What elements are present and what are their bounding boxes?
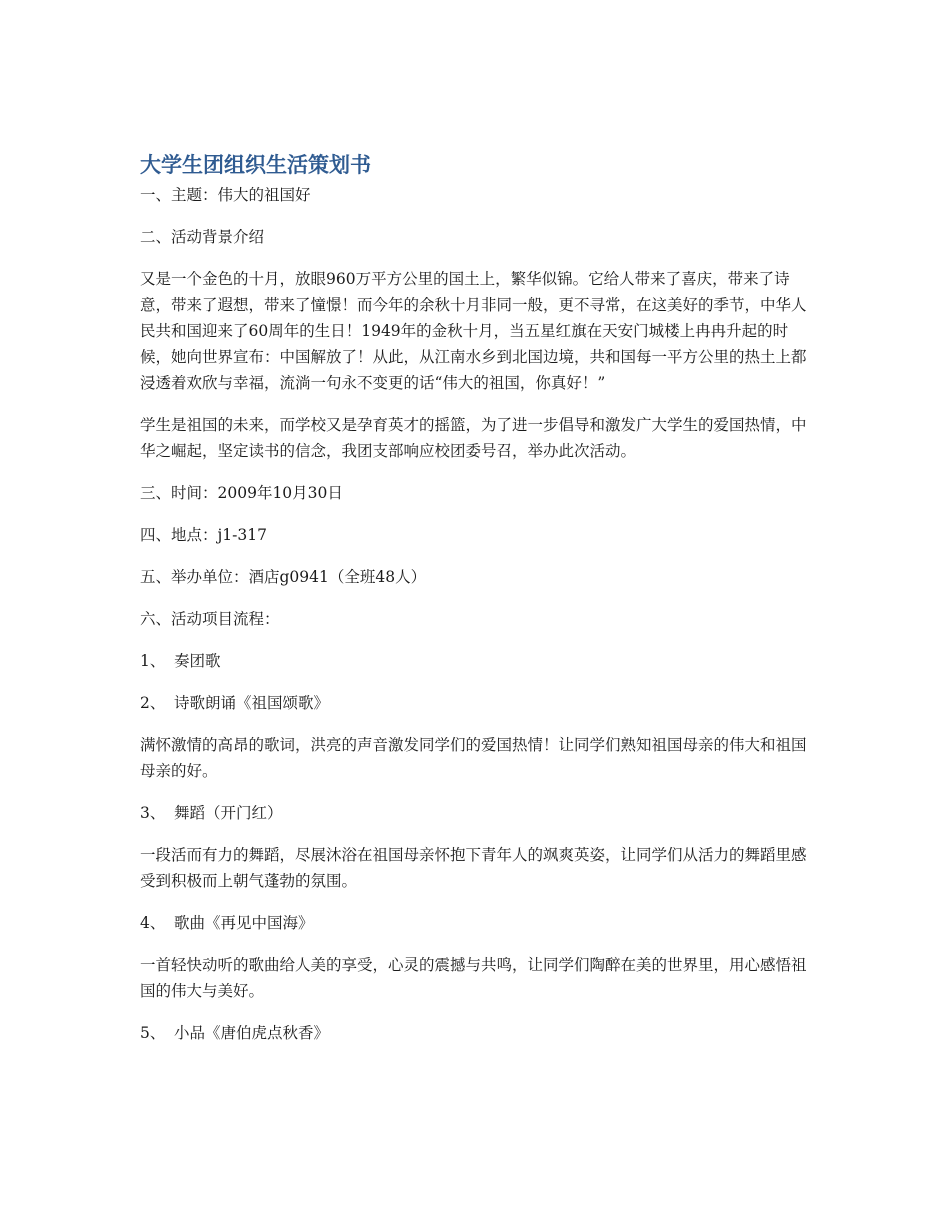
program-item-label: 诗歌朗诵《祖国颂歌》 [174, 694, 330, 712]
program-item-number: 2、 [140, 694, 166, 712]
background-paragraph-2: 学生是祖国的未来，而学校又是孕育英才的摇篮，为了进一步倡导和激发广大学生的爱国热情，中华之崛起，坚定读书的信念，我团支部响应校团委号召，举办此次活动。 [140, 416, 807, 460]
section-flow-heading: 六、活动项目流程： [140, 610, 280, 628]
program-item-number: 1、 [140, 652, 166, 670]
program-item-label: 舞蹈（开门红） [174, 804, 283, 822]
program-item-number: 3、 [140, 804, 166, 822]
program-item-number: 4、 [140, 914, 166, 932]
program-item-description: 一首轻快动听的歌曲给人美的享受，心灵的震撼与共鸣，让同学们陶醉在美的世界里，用心感悟祖国的伟大与美好。 [140, 956, 807, 1000]
program-item-description: 一段活而有力的舞蹈，尽展沐浴在祖国母亲怀抱下青年人的飒爽英姿，让同学们从活力的舞蹈里感受到积极而上朝气蓬勃的氛围。 [140, 846, 807, 890]
section-background-heading: 二、活动背景介绍 [140, 228, 265, 246]
program-item-label: 奏团歌 [174, 652, 221, 670]
section-theme: 一、主题：伟大的祖国好 [140, 186, 311, 204]
section-organizer: 五、举办单位：酒店g0941（全班48人） [140, 568, 427, 586]
program-item [140, 1020, 812, 1046]
program-item-number: 5、 [140, 1024, 166, 1042]
program-item [140, 648, 812, 674]
program-item [140, 690, 812, 716]
program-item [140, 800, 812, 826]
program-item-label: 小品《唐伯虎点秋香》 [174, 1024, 330, 1042]
program-item [140, 910, 812, 936]
program-item-description: 满怀激情的高昂的歌词，洪亮的声音激发同学们的爱国热情！让同学们熟知祖国母亲的伟大和祖国母亲的好。 [140, 736, 807, 780]
background-paragraph-1: 又是一个金色的十月，放眼960万平方公里的国土上，繁华似锦。它给人带来了喜庆，带来了诗意，带来了遐想，带来了憧憬！而今年的余秋十月非同一般，更不寻常，在这美好的季节，中华人民共和国迎来了60周年的生日！1949年的金秋十月，当五星红旗在天安门城楼上冉冉升起的时候，她向世界宣布：中国解放了！从此，从江南水乡到北国边境，共和国每一平方公里的热土上都浸透着欢欣与幸福，流淌一句永不变更的话“伟大的祖国，你真好！” [140, 270, 807, 392]
section-time: 三、时间：2009年10月30日 [140, 484, 343, 502]
section-place: 四、地点：j1-317 [140, 526, 267, 544]
document-title: 大学生团组织生活策划书 [140, 153, 371, 177]
program-item-label: 歌曲《再见中国海》 [174, 914, 314, 932]
document-page [140, 150, 812, 1062]
